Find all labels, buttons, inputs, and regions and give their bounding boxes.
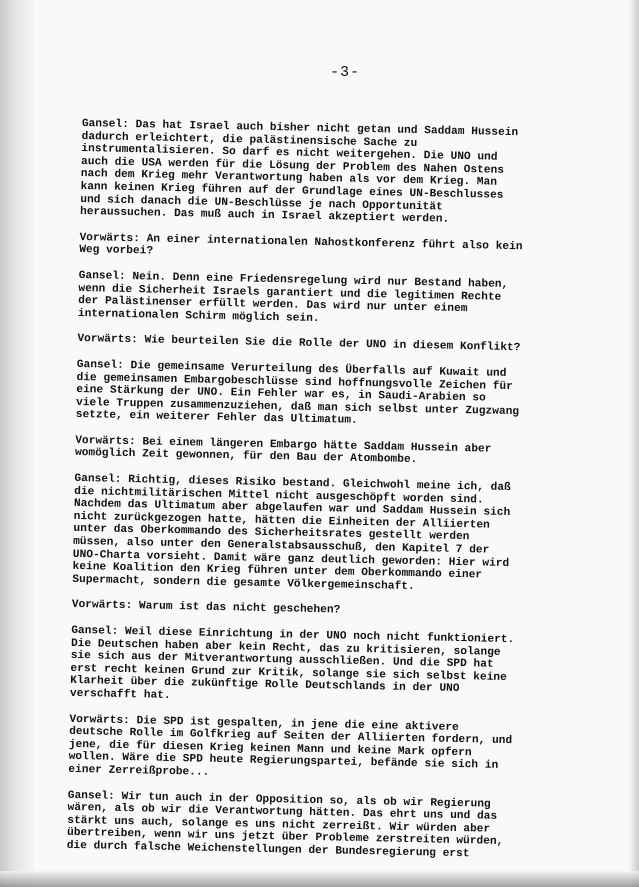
scan-shadow-left xyxy=(0,0,34,887)
paragraph-4: Vorwärts: Wie beurteilen Sie die Rolle der UNO in diesem Konflikt? xyxy=(77,333,521,355)
scan-shadow-right xyxy=(629,0,639,887)
paragraph-6: Vorwärts: Bei einem längeren Embargo hätte Saddam Hussein aber womöglich Zeit gewonnen, für den Bau der Atombombe. xyxy=(74,434,492,467)
page-number: -3- xyxy=(329,64,360,81)
paragraph-1: Gansel: Das hat Israel auch bisher nicht getan und Saddam Hussein dadurch erleichtert, die palästinensische Sache zu instrumentalisieren. So darf es nicht weitergehen. Die UNO und auch die USA werden für die Lösung der Problem des Nahen Ostens nach dem Krieg mehr Verantwortung haben als vor dem Krieg. Man kann keinen Krieg führen auf der Grundlage eines UN-Beschlusses und sich danach die UN-Beschlüsse je nach Opportunität heraussuchen. Das muß auch in Israel akzeptiert werden. xyxy=(79,118,519,226)
typed-interview-text xyxy=(66,118,576,876)
paragraph-11: Gansel: Wir tun auch in der Opposition so, als ob wir Regierung wären, als ob wir die Verantwortung hätten. Das ehrt uns und das stärkt uns auch, solange es uns nicht zerreißt. Wir würden aber übertreiben, wenn wir uns jetzt über Probleme zerstreiten würden, die durch falsche Weichenstellungen der Bundesregierung erst xyxy=(66,789,504,861)
paragraph-7: Gansel: Richtig, dieses Risiko bestand. Gleichwohl meine ich, daß die nichtmilitärischen Mittel nicht ausgeschöpft worden sind. Nachdem das Ultimatum aber abgelaufen war und Saddam Hussein sich nicht zurückgezogen hatte, hätten die Einheiten der Alliierten unter das Oberkommando des Sicherheitsrates gestellt werden müssen, also unter den Generalstabsausschuß, den Kapitel 7 der UNO-Charta vorsieht. Damit wäre ganz deutlich geworden: Hier wird keine Koalition den Krieg führen unter dem Oberkommando einer Supermacht, sondern die gesamte Völkergemeinschaft. xyxy=(72,472,511,593)
paragraph-2: Vorwärts: An einer internationalen Nahostkonferenz führt also kein Weg vorbei? xyxy=(79,231,523,258)
paragraph-5: Gansel: Die gemeinsame Verurteilung des Überfalls auf Kuwait und die gemeinsamen Embargobeschlüsse sind hoffnungsvolle Zeichen für eine Stärkung der UNO. Ein Fehler war es, in Saudi-Arabien so viele Truppen zusammenzuziehen, daß man sich selbst unter Zugzwang setzte, ein weiterer Fehler das Ultimatum. xyxy=(75,358,520,428)
paragraph-8: Vorwärts: Warum ist das nicht geschehen? xyxy=(71,599,341,617)
paragraph-9: Gansel: Weil diese Einrichtung in der UNO noch nicht funktioniert. Die Deutschen haben aber kein Recht, das zu kritisieren, solange sie sich aus der Mitverantwortung ausschließen. Und die SPD hat erst recht keinen Grund zur Kritik, solange sie sich selbst keine Klarheit über die zukünftige Rolle Deutschlands in der UNO verschafft hat. xyxy=(69,624,515,702)
paragraph-10: Vorwärts: Die SPD ist gespalten, in jene die eine aktivere deutsche Rolle im Golfkrieg auf Seiten der Alliierten fordern, und jene, die für diesen Krieg keinen Mann und keine Mark opfern wollen. Wäre die SPD heute Regierungspartei, befände sie sich in einer Zerreißprobe... xyxy=(68,713,513,779)
paragraph-3: Gansel: Nein. Denn eine Friedensregelung wird nur Bestand haben, wenn die Sicherheit Israels garantiert und die legitimen Rechte der Palästinenser erfüllt werden. Das wird nur unter einem internationalen Schirm möglich sein. xyxy=(77,269,509,325)
